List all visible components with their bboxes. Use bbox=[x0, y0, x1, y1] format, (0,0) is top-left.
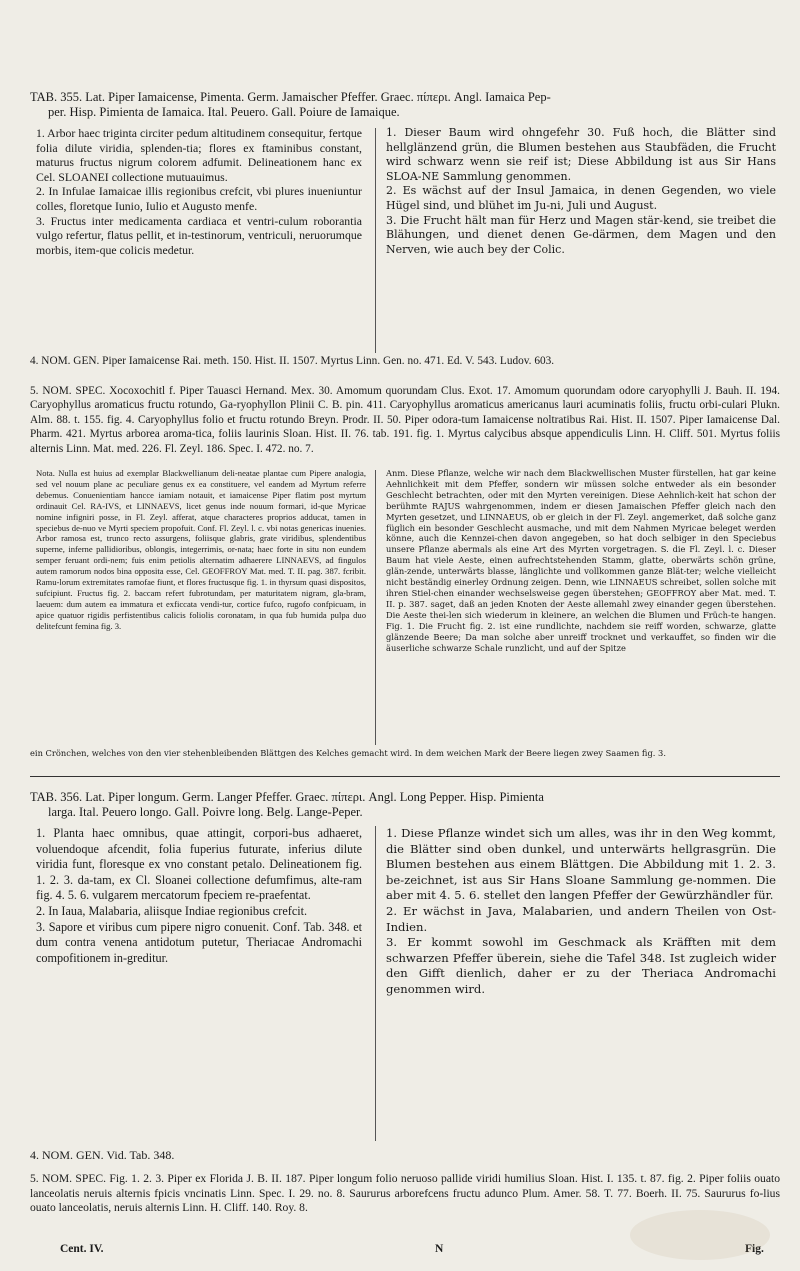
tab355-german-column bbox=[386, 126, 776, 257]
tab355-latin-column bbox=[36, 126, 362, 257]
tab356-german-2: 2. Er wächst in Java, Malabarien, und andern Theilen von Ost-Indien. bbox=[386, 903, 776, 934]
tab355-latin-1: 1. Arbor haec triginta circiter pedum altitudinem consequitur, fertque folia dilute viridia, splenden-tia; flores ex ftaminibus constant, maturus fructus nigrum colorem adfumit. Delineationem hanc ex Cel. SLOANEI collectione mutuauimus. bbox=[36, 126, 362, 184]
tab356-german-1: 1. Diese Pflanze windet sich um alles, was ihr in den Weg kommt, die Blätter sind oben dunkel, und unterwärts hellgrasgrün. Die Blumen bestehen aus einem Blättgen. Die Abbildung mit 1. 2. 3. be-zeichnet, ist aus Sir Hans Sloane Sammlung ge-nommen. Die aber mit 4. 5. 6. stellet den langen Pfeffer der Gewürzhändler für. bbox=[386, 826, 776, 903]
tab355-nom-spec: 5. NOM. SPEC. Xocoxochitl f. Piper Tauasci Hernand. Mex. 30. Amomum quorundam Clus. Exot. 17. Amomum quorundam odore caryophylli J. Bauh. II. 194. Caryophyllus aromaticus fructu rotundo, Ga-ryophyllon Plinii C. B. pin. 411. Caryophyllus aromaticus americanus lauri acuminatis foliis, fructu orbi-culari Plukn. Alm. 88. t. 155. fig. 4. Caryophyllus folio et fructu rotundo Breyn. Prodr. II. 50. Piper odora-tum Iamaicense noltratibus Rai. Hist. II. 1507. Piper Iamaicense Dal. Pharm. 421. Myrtus arborea aroma-tica, foliis laurinis Sloan. Hist. II. 76. tab. 191. fig. 1. Myrtus calycibus absque appendiculis Linn. H. Cliff. 501. Myrtus foliis alternis Linn. Mat. med. 226. Fl. Zeyl. 186. Spec. I. 472. no. 7. bbox=[30, 385, 780, 455]
tab356-header-line2: larga. Ital. Peuero longo. Gall. Poivre long. Belg. Lange-Peper. bbox=[48, 805, 363, 819]
tab355-header bbox=[30, 90, 780, 120]
section-rule bbox=[30, 776, 780, 777]
tab355-nom-gen: 4. NOM. GEN. Piper Iamaicense Rai. meth. 150. Hist. II. 1507. Myrtus Linn. Gen. no. 471. Ed. V. 543. Ludov. 603. bbox=[30, 355, 555, 367]
column-divider bbox=[375, 470, 376, 745]
catchword: Fig. bbox=[745, 1243, 764, 1255]
paper-stain bbox=[630, 1210, 770, 1260]
tab355-nota-german-tail: ein Crönchen, welches von den vier stehenbleibenden Blättgen des Kelches gemacht wird. In dem weichen Mark der Beere liegen zwey Saamen fig. 3. bbox=[30, 748, 666, 758]
tab356-latin-2: 2. In Iaua, Malabaria, aliisque Indiae regionibus crefcit. bbox=[36, 903, 308, 918]
tab355-header-line2: per. Hisp. Pimienta de Iamaica. Ital. Peuero. Gall. Poiure de Iamaique. bbox=[48, 105, 400, 119]
tab355-german-3: 3. Die Frucht hält man für Herz und Magen stär-kend, sie treibet die Blähungen, und dienet denen Ge-därmen, dem Magen und den Nerven, wie auch bey der Colic. bbox=[386, 213, 776, 256]
tab355-nota-latin: Nota. Nulla est huius ad exemplar Blackwellianum deli-neatae plantae cum Pipere analogia, sed vel nouum plane ac peculiare genus ex ea constituere, vel eandem ad Myrtum referre debemus. Conuenientiam hancce iamiam notauit, et iamaicense Piper flatim post myrtum ordinauit Cel. RA-IVS, et LINNAEVS, licet genus inde nouum formari, id-que Myricae nomine infigniri posse, in Fl. Zeyl. afferat, atque characteres proprios adducat, tamen in speciebus de-nuo ve Myrti speciem propofuit. Conf. Fl. Zeyl. l. c. vbi notas genericas inuenies. Arbor ramosa est, trunco recto assurgens, foliisque glabris, grate viridibus, splendentibus superne, inferne pallidioribus, oblongis, integerrimis, or-nata; haec forte in situ non eundem semper feruant ordi-nem; fuis enim petiolis alternatim adhaerere LINNAEVS, ad fingulos autem ramorum nodos bina opposita esse, Cel. GEOFFROY Mat. med. T. II. pag. 387. fcribit. Ramu-lorum extremitates ramofae fiunt, et flores fructusque fig. 1. in thyrsum quasi dispositos, sufcipiunt. Fructus fig. 2. baccam refert fubrotundam, per maturitatem nigram, gla-bram, laeuem: dum autem ea immatura et exficcata vendi-tur, cortice fufco, rugofo confpicuam, in apice quatuor rigidis perfistentibus calicis foliolis coronatam, in qua fub humida pulpa duo delitefcunt femina fig. 3. bbox=[36, 468, 366, 631]
tab355-header-line1: TAB. 355. Lat. Piper Iamaicense, Pimenta. Germ. Jamaischer Pfeffer. Graec. πίπερι. Angl. Iamaica Pep- bbox=[30, 90, 551, 104]
tab356-header bbox=[30, 790, 780, 820]
column-divider bbox=[375, 128, 376, 353]
tab356-german-3: 3. Er kommt sowohl im Geschmack als Kräfften mit dem schwarzen Pfeffer überein, siehe die Tafel 348. Ist zugleich wider den Gifft dienlich, daher er zu der Theriaca Andromachi genommen wird. bbox=[386, 935, 776, 996]
tab356-header-line1: TAB. 356. Lat. Piper longum. Germ. Langer Pfeffer. Graec. πίπερι. Angl. Long Pepper. Hisp. Pimienta bbox=[30, 790, 544, 804]
tab356-latin-column bbox=[36, 826, 362, 966]
column-divider bbox=[375, 826, 376, 1141]
tab355-nota-german: Anm. Diese Pflanze, welche wir nach dem Blackwellischen Muster fürstellen, hat gar keine Aehnlichkeit mit dem Pfeffer, sondern wir müssen solche entweder als ein besonder Geschlecht betrachten, oder mit den Myrten vereinigen. Diese Aehnlich-keit hat schon der berühmte RAJUS wahrgenommen, indem er diesen Jamaischen Pfeffer gleich nach den Myrten gesetzet, und LINNAEUS, ob er gleich in der Fl. Zeyl. angemerket, daß solche ganz füglich ein besonder Geschlecht ausmache, und mit dem Nahmen Myricae beleget werden könne, auch die Kennzei-chen davon angegeben, so hat doch selbiger in den Speciebus unsere Pflanze abermals als eine Art des Myrten vorgetragen. S. die Fl. Zeyl. l. c. Dieser Baum hat viele Aeste, einen aufrechtstehenden Stamm, glatte, oberwärts schön grüne, glän-zende, unterwärts blasse, länglichte und vollkommen ganze Blät-ter; welche vielleicht nicht beständig einerley Ordnung zeigen. Denn, wie LINNAEUS schreibet, sollen solche mit ihren Stiel-chen einander wechselsweise gegen überstehen; GEOFFROY aber Mat. med. T. II. p. 387. saget, daß an jeden Knoten der Aeste allemahl zwey einander gegen überstehen. Die Aeste thei-len sich wiederum in kleinere, an welchen die Blumen und Früch-te hangen. Fig. 1. Die Frucht fig. 2. ist eine rundlichte, nachdem sie reiff worden, schwarze, glatte glänzende Beere; Da man solche aber unreiff trocknet und verkauffet, so finden wir die äuserliche schwarze Schale runzlicht, und auf der Spitze bbox=[386, 468, 776, 653]
tab355-german-1: 1. Dieser Baum wird ohngefehr 30. Fuß hoch, die Blätter sind hellglänzend grün, die Blumen bestehen aus Staubfäden, die Frucht wird schwarz wenn sie reif ist; Diese Abbildung ist aus Sir Hans SLOA-NE Sammlung genommen. bbox=[386, 126, 776, 183]
signature-mark: N bbox=[435, 1243, 444, 1255]
book-page bbox=[30, 0, 780, 1271]
tab355-latin-3: 3. Fructus inter medicamenta cardiaca et ventri-culum roborantia vulgo refertur, flatus pellit, et in-testinorum, ventriculi, neruorumque morbis, item-que colicis medetur. bbox=[36, 213, 362, 257]
tab356-latin-3: 3. Sapore et viribus cum pipere nigro conuenit. Conf. Tab. 348. et dum contra venena antidotum putetur, Theriacae Andromachi compofitionem in-greditur. bbox=[36, 919, 362, 965]
tab355-german-2: 2. Es wächst auf der Insul Jamaica, in denen Gegenden, wo viele Hügel sind, und blühet im Ju-ni, Juli und August. bbox=[386, 184, 776, 212]
tab356-nom-gen: 4. NOM. GEN. Vid. Tab. 348. bbox=[30, 1148, 175, 1162]
signature-left: Cent. IV. bbox=[60, 1243, 104, 1255]
tab356-nom-spec: 5. NOM. SPEC. Fig. 1. 2. 3. Piper ex Florida J. B. II. 187. Piper longum folio neruoso pallide viridi humilius Sloan. Hist. I. 135. t. 87. fig. 2. Piper foliis ouato lanceolatis neruis alternis fpicis vncinatis Linn. Spec. I. 29. no. 8. Saururus arborefcens fructu adunco Plum. Amer. 58. T. 77. Boerh. II. 75. Saururus fo-lius ouato lanceolatis, neruis alternis Linn. H. Cliff. 140. Roy. 8. bbox=[30, 1172, 780, 1215]
tab356-german-column bbox=[386, 826, 776, 998]
tab355-latin-2: 2. In Infulae Iamaicae illis regionibus crefcit, vbi plures inueniuntur colles, floretque Iunio, Iulio et Augusto menfe. bbox=[36, 184, 362, 213]
tab356-latin-1: 1. Planta haec omnibus, quae attingit, corpori-bus adhaeret, voluendoque afcendit, folia fuperius futurate, inferius dilute viridia funt, floresque ex vno constant petalo. Delineationem fig. 1. 2. 3. da-tam, ex Cl. Sloanei collectione defumfimus, alte-ram fig. 4. 5. 6. vulgarem mercatorum fpeciem re-praefentat. bbox=[36, 826, 362, 903]
